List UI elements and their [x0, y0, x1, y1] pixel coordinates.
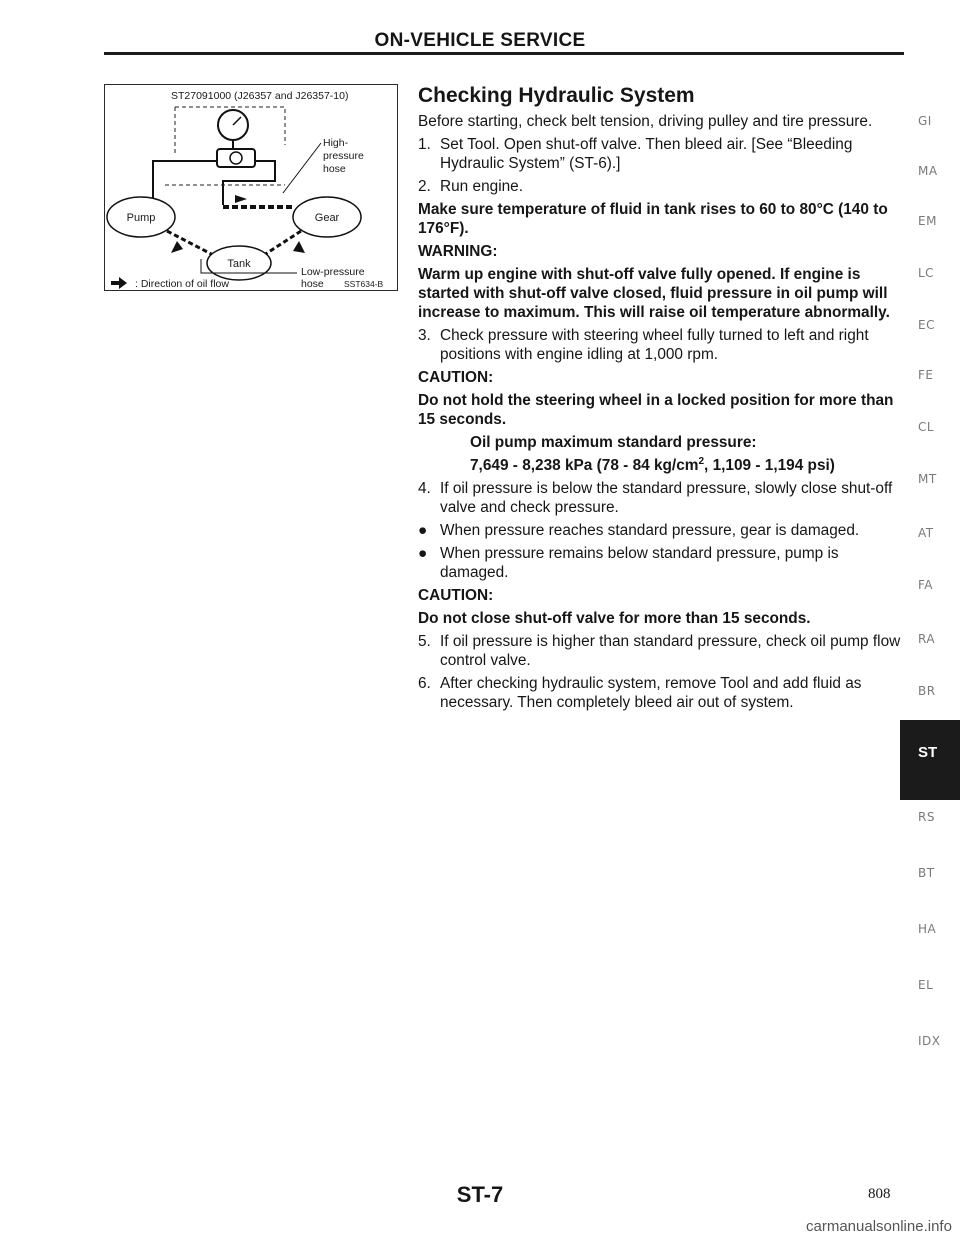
- tab-lc[interactable]: LC: [918, 266, 935, 280]
- step-3-text: Check pressure with steering wheel fully turned to left and right positions with engine idling at 1,000 rpm.: [440, 327, 869, 363]
- spec-value-b: , 1,109 - 1,194 psi): [704, 457, 835, 474]
- tab-mt[interactable]: MT: [918, 472, 937, 486]
- caution-text-1: Do not hold the steering wheel in a locked position for more than 15 seconds.: [418, 392, 894, 428]
- gear-return-line: [261, 231, 301, 257]
- spec-label: Oil pump maximum standard pressure:: [470, 434, 757, 451]
- pump-return-line: [167, 231, 217, 257]
- tab-ma[interactable]: MA: [918, 164, 938, 178]
- tab-bt[interactable]: BT: [918, 866, 935, 880]
- step-1-text: Set Tool. Open shut-off valve. Then bleed air. [See “Bleeding Hydraulic System” (ST-6).]: [440, 136, 853, 172]
- tab-ra[interactable]: RA: [918, 632, 936, 646]
- low-pressure-label-1: Low-pressure: [301, 266, 365, 278]
- bullet-2-mark: ●: [418, 545, 428, 562]
- return-arrow-right-icon: [293, 241, 305, 253]
- tab-rs[interactable]: RS: [918, 810, 935, 824]
- legend-text: : Direction of oil flow: [135, 278, 229, 290]
- warning-label: WARNING:: [418, 243, 498, 260]
- step-6: [418, 674, 910, 712]
- page-number: 808: [868, 1186, 891, 1202]
- section-title: Checking Hydraulic System: [418, 84, 695, 107]
- tab-fa[interactable]: FA: [918, 578, 934, 592]
- hydraulic-system-figure: [104, 84, 398, 291]
- step-6-text: After checking hydraulic system, remove Tool and add fluid as necessary. Then completely bleed air out of system.: [440, 675, 862, 711]
- step-2-text: Run engine.: [440, 178, 524, 195]
- tab-st-active[interactable]: ST: [900, 720, 960, 800]
- caution-text-2: Do not close shut-off valve for more than 15 seconds.: [418, 610, 811, 627]
- high-pressure-label-1: High-: [323, 137, 349, 149]
- caution-label-1: CAUTION:: [418, 369, 494, 386]
- step-1: [418, 135, 910, 173]
- tab-fe[interactable]: FE: [918, 368, 934, 382]
- tank-label: Tank: [227, 258, 251, 270]
- return-arrow-left-icon: [171, 241, 183, 253]
- tab-cl[interactable]: CL: [918, 420, 935, 434]
- step-2: [418, 177, 910, 196]
- flow-arrow-icon: [235, 195, 247, 203]
- step-4: [418, 479, 910, 517]
- flow-direction-arrow-icon: [111, 277, 127, 289]
- header-rule: [104, 52, 904, 55]
- tab-br[interactable]: BR: [918, 684, 936, 698]
- step-2-number: 2.: [418, 178, 431, 195]
- caution-label-2: CAUTION:: [418, 587, 494, 604]
- spec-value-a: 7,649 - 8,238 kPa (78 - 84 kg/cm: [470, 457, 699, 474]
- high-pressure-label-2: pressure: [323, 150, 364, 162]
- step-5: [418, 632, 910, 670]
- gear-label: Gear: [314, 212, 340, 224]
- high-pressure-leader: [283, 143, 321, 193]
- watermark-text: carmanualsonline.info: [806, 1218, 952, 1235]
- tab-idx[interactable]: IDX: [918, 1034, 941, 1048]
- step-6-number: 6.: [418, 675, 431, 692]
- step-5-number: 5.: [418, 633, 431, 650]
- instructions-column: [418, 84, 910, 716]
- warning-text: Warm up engine with shut-off valve fully opened. If engine is started with shut-off valve closed, fluid pressure in oil pump will increase to maximum. This will raise oil temperature abnormally.: [418, 266, 890, 321]
- spec-superscript: 2: [698, 455, 705, 467]
- step-3: [418, 326, 910, 364]
- tool-label: ST27091000 (J26357 and J26357-10): [171, 90, 349, 102]
- bullet-1: [418, 521, 910, 540]
- spec-value: [418, 456, 910, 475]
- tab-el[interactable]: EL: [918, 978, 934, 992]
- tab-em[interactable]: EM: [918, 214, 937, 228]
- figure-id: SST634-B: [344, 279, 384, 289]
- pump-label: Pump: [126, 212, 156, 224]
- tab-ha[interactable]: HA: [918, 922, 937, 936]
- high-pressure-label-3: hose: [323, 163, 346, 175]
- tab-ec[interactable]: EC: [918, 318, 935, 332]
- bullet-1-text: When pressure reaches standard pressure, gear is damaged.: [440, 522, 860, 539]
- low-pressure-label-2: hose: [301, 278, 324, 290]
- hydraulic-diagram: [105, 85, 399, 292]
- page-id: ST-7: [456, 1182, 504, 1207]
- tab-at[interactable]: AT: [918, 526, 934, 540]
- step-3-number: 3.: [418, 327, 431, 344]
- pump-outlet-line: [153, 161, 217, 205]
- step-1-number: 1.: [418, 136, 431, 153]
- step-4-text: If oil pressure is below the standard pressure, slowly close shut-off valve and check pressure.: [440, 480, 893, 516]
- step-4-number: 4.: [418, 480, 431, 497]
- temperature-note: Make sure temperature of fluid in tank rises to 60 to 80°C (140 to 176°F).: [418, 201, 888, 237]
- bullet-2-text: When pressure remains below standard pressure, pump is damaged.: [440, 545, 839, 581]
- bullet-2: [418, 544, 910, 582]
- tab-gi[interactable]: GI: [918, 114, 932, 128]
- bullet-1-mark: ●: [418, 522, 428, 539]
- step-5-text: If oil pressure is higher than standard pressure, check oil pump flow control valve.: [440, 633, 901, 669]
- page-header-title: ON-VEHICLE SERVICE: [374, 30, 586, 51]
- intro-text: Before starting, check belt tension, driving pulley and tire pressure.: [418, 113, 873, 130]
